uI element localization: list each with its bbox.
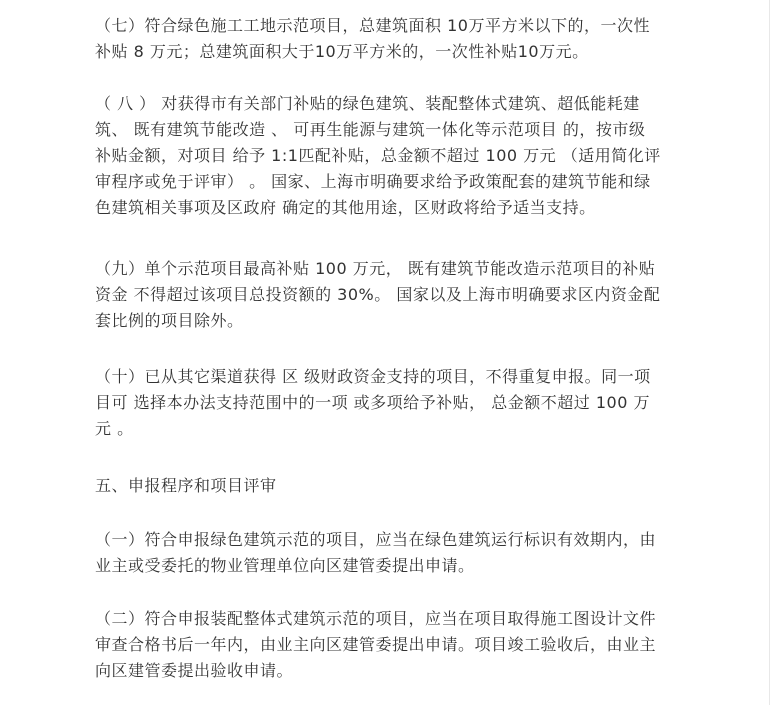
text-line: 资金 不得超过该项目总投资额的 30%。 国家以及上海市明确要求区内资金配 <box>95 285 661 304</box>
text-line: 目可 选择本办法支持范围中的一项 或多项给予补贴， 总金额不超过 100 万 <box>95 393 650 412</box>
text-line: 元 。 <box>95 419 134 438</box>
paragraph-item-8 <box>95 91 685 221</box>
text-line: 审程序或免于评审） 。 国家、上海市明确要求给予政策配套的建筑节能和绿 <box>95 172 651 191</box>
text-line: 补贴金额，对项目 给予 1:1匹配补贴，总金额不超过 100 万元 （适用简化评 <box>95 146 661 165</box>
text-line: 业主或受委托的物业管理单位向区建管委提出申请。 <box>95 556 475 575</box>
text-line: （九）单个示范项目最高补贴 100 万元， 既有建筑节能改造示范项目的补贴 <box>95 259 656 278</box>
text-line: 筑、 既有建筑节能改造 、 可再生能源与建筑一体化等示范项目 的，按市级 <box>95 120 646 139</box>
paragraph-sub-2 <box>95 606 685 684</box>
paragraph-item-9 <box>95 256 685 334</box>
text-line: （二）符合申报装配整体式建筑示范的项目，应当在项目取得施工图设计文件 <box>95 609 657 628</box>
paragraph-item-7 <box>95 13 685 65</box>
text-line: （一）符合申报绿色建筑示范的项目，应当在绿色建筑运行标识有效期内，由 <box>95 530 657 549</box>
paragraph-sub-1 <box>95 527 685 579</box>
text-line: 色建筑相关事项及区政府 确定的其他用途，区财政将给予适当支持。 <box>95 198 596 217</box>
text-line: 向区建管委提出验收申请。 <box>95 661 294 680</box>
paragraph-item-10 <box>95 364 685 442</box>
text-line: （ 八 ） 对获得市有关部门补贴的绿色建筑、装配整体式建筑、超低能耗建 <box>95 94 640 113</box>
text-line: （十）已从其它渠道获得 区 级财政资金支持的项目，不得重复申报。同一项 <box>95 367 651 386</box>
heading-text: 五、申报程序和项目评审 <box>95 476 277 495</box>
text-line: 套比例的项目除外。 <box>95 311 244 330</box>
section-heading <box>95 473 685 499</box>
text-line: 审查合格书后一年内，由业主向区建管委提出申请。项目竣工验收后，由业主 <box>95 635 657 654</box>
text-line: 补贴 8 万元；总建筑面积大于10万平方米的，一次性补贴10万元。 <box>95 42 589 61</box>
text-line: （七）符合绿色施工工地示范项目，总建筑面积 10万平方米以下的，一次性 <box>95 16 650 35</box>
